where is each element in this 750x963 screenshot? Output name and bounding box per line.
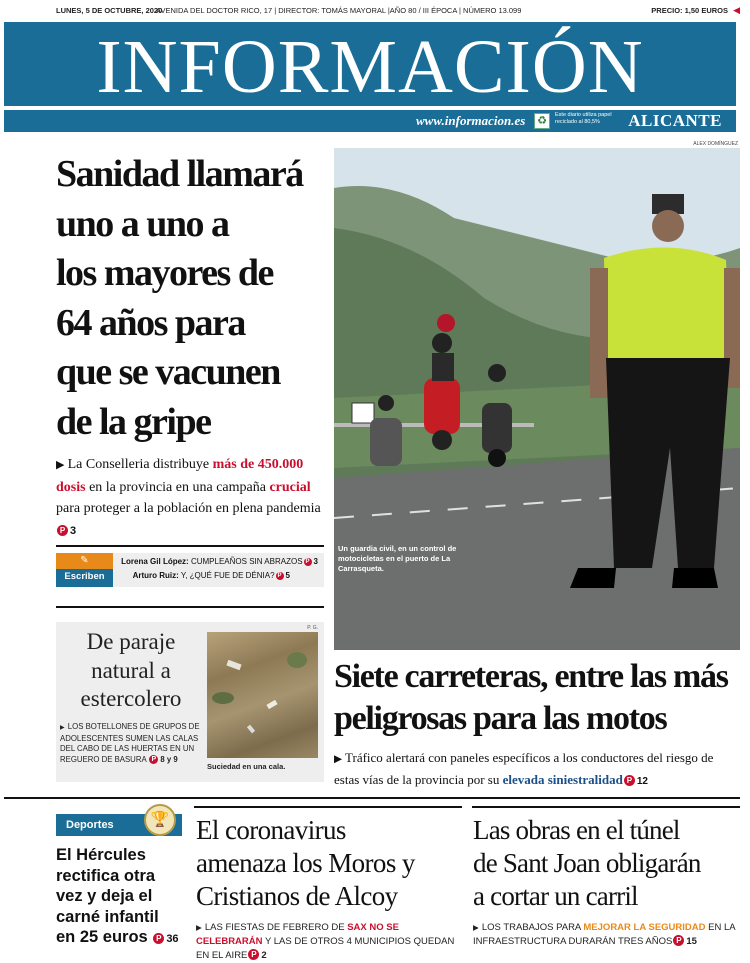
divider [194, 806, 462, 808]
divider [4, 797, 740, 799]
writers-label-box [56, 553, 113, 587]
headline-line: peligrosas para las motos [334, 700, 667, 737]
photo-credit: ALEX DOMÍNGUEZ [693, 141, 738, 147]
divider [472, 806, 740, 808]
recycle-note: Este diario utiliza papel reciclado al 80,5% [555, 112, 612, 125]
headline-line: uno a uno a [56, 202, 229, 245]
writer-item[interactable]: Lorena Gil López: CUMPLEAÑOS SIN ABRAZOS P 3 [121, 557, 318, 566]
bullet-triangle-icon: ▶ [56, 459, 65, 471]
tunel-headline[interactable]: Las obras en el túnel de Sant Joan obligarán a cortar un carril [473, 815, 701, 911]
headline-line: que se vacunen [56, 351, 280, 393]
photo-illustration [334, 148, 740, 650]
bullet-triangle-icon: ▶ [473, 923, 479, 932]
tunel-summary: ▶ LOS TRABAJOS PARA MEJORAR LA SEGURIDAD EN LA INFRAESTRUCTURA DURARÁN TRES AÑOS P 15 [473, 922, 736, 947]
page-number: 3 [70, 524, 77, 537]
issue-date: LUNES, 5 DE OCTUBRE, 2020 [56, 6, 163, 15]
divider [56, 545, 324, 547]
page-marker-icon: P [624, 775, 635, 786]
masthead-banner [4, 22, 736, 109]
top-bar [56, 4, 740, 18]
recycle-icon: ♻ [534, 113, 550, 129]
hercules-badge-icon: 🏆 [144, 804, 176, 836]
page-marker-icon: P [277, 573, 282, 579]
bullet-triangle-icon: ▶ [334, 754, 342, 765]
moros-summary: ▶ LAS FIESTAS DE FEBRERO DE SAX NO SE CELEBRARÁN Y LAS DE OTROS 4 MUNICIPIOS QUEDAN EN EL AIRE P 2 [196, 922, 455, 961]
page-marker-icon: P [248, 949, 259, 960]
motos-headline[interactable] [334, 656, 744, 740]
headline-line: Siete carreteras, entre las más [334, 658, 728, 695]
headline-line: los mayores de [56, 252, 273, 294]
page-marker-icon: P [673, 935, 684, 946]
writers-box [56, 553, 324, 587]
trash-cove-photo [207, 632, 318, 758]
price-arrow-icon: ◀ [733, 5, 740, 15]
newspaper-title: INFORMACIÓN [96, 25, 644, 109]
page-marker-icon: P [149, 755, 158, 764]
paraje-headline: De paraje natural a estercolero [80, 629, 182, 711]
price: PRECIO: 1,50 EUROS [651, 6, 728, 15]
headline-line: de la gripe [56, 400, 211, 443]
page-marker-icon: P [305, 559, 310, 565]
masthead-subbar [4, 110, 736, 132]
lead-summary: ▶ La Conselleria distribuye más de 450.000 dosis en la provincia en una campaña crucial para proteger a la población en plena pandemiaP 3 [56, 457, 321, 537]
photo-caption: Un guardia civil, en un control de motocicletas en el puerto de La Carrasqueta. [338, 544, 457, 573]
paraje-photo-credit: P. G. [307, 625, 318, 631]
page-marker-icon: P [153, 933, 164, 944]
paraje-summary: ▶ LOS BOTELLONES DE GRUPOS DE ADOLESCENTES SUMEN LAS CALAS DEL CABO DE LAS HUERTAS EN UN REGUERO DE BASURA P 8 y 9 [60, 722, 200, 764]
lead-headline[interactable] [56, 150, 328, 447]
moros-headline[interactable]: El coronavirus amenaza los Moros y Cristianos de Alcoy [196, 815, 415, 911]
page-marker-icon: P [57, 525, 68, 536]
deportes-headline[interactable]: El Hércules rectifica otra vez y deja el carné infantil en 25 euros P 36 [56, 846, 179, 946]
divider [56, 606, 324, 608]
paraje-caption: Suciedad en una cala. [207, 762, 286, 771]
city-label: ALICANTE [628, 111, 722, 130]
motos-summary: ▶ Tráfico alertará con paneles específicos a los conductores del riesgo de estas vías de la provincia por su elevada siniestralidad P 12 [334, 750, 714, 787]
director-line: AVENIDA DEL DOCTOR RICO, 17 | DIRECTOR: TOMÁS MAYORAL |AÑO 80 / III ÉPOCA | NÚMERO 13.099 [156, 6, 522, 15]
deportes-label: Deportes [66, 819, 114, 831]
headline-line: Sanidad llamará [56, 153, 303, 195]
bullet-triangle-icon: ▶ [60, 724, 65, 731]
pen-icon: ✎ [56, 553, 113, 569]
headline-line: 64 años para [56, 301, 245, 344]
guardia-civil-photo [334, 148, 740, 650]
paraje-box[interactable] [56, 622, 324, 782]
writer-item[interactable]: Arturo Ruiz: Y, ¿QUÉ FUE DE DÉNIA? P 5 [132, 571, 290, 580]
bullet-triangle-icon: ▶ [196, 923, 202, 932]
website-link[interactable]: www.informacion.es [416, 113, 526, 128]
writers-label: Escriben [64, 571, 105, 582]
